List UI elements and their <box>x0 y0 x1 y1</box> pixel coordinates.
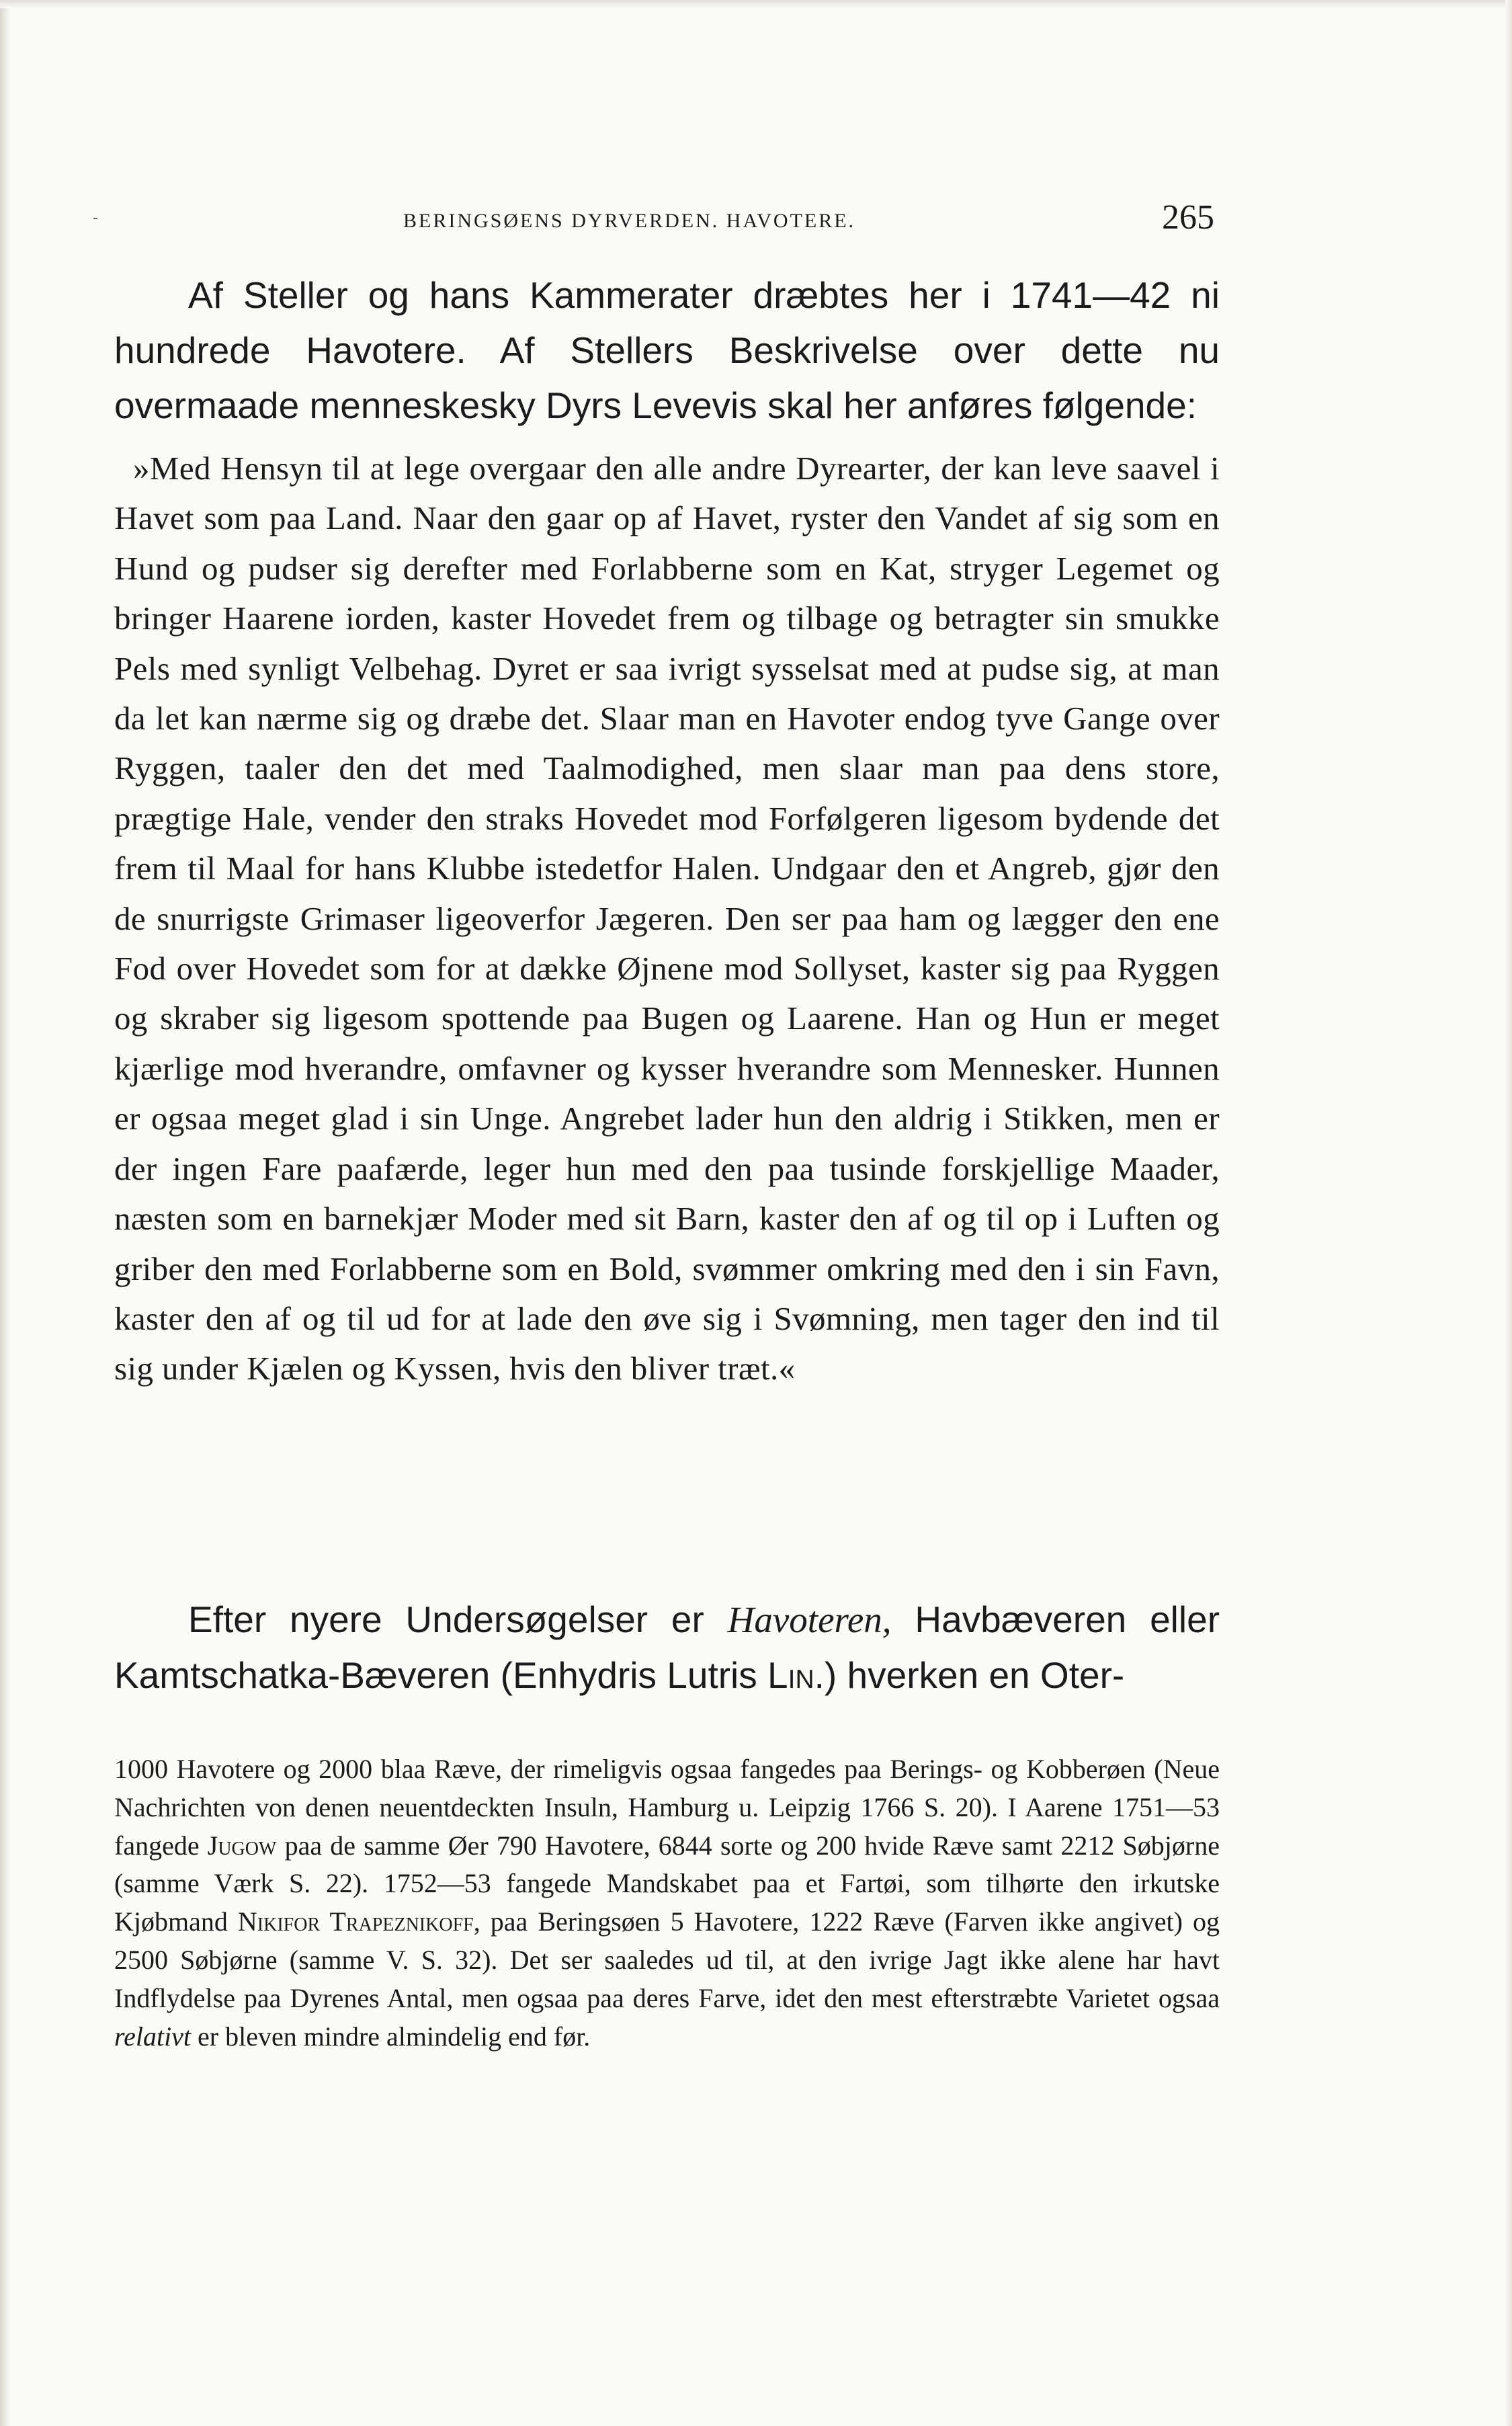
steller-quote <box>114 444 1220 1394</box>
page-number: 265 <box>1162 198 1214 237</box>
page-edge-top <box>0 0 1512 8</box>
intro-paragraph <box>114 268 1220 433</box>
footnote-italic: relativt <box>114 2021 192 2052</box>
page-edge-right <box>1505 0 1512 2426</box>
following-text-smallcaps: Lin. <box>767 1654 825 1696</box>
footnote-name-trapeznikoff: Nikifor Trapeznikoff <box>237 1906 474 1937</box>
quote-text: »Med Hensyn til at lege overgaar den alle andre Dyrearter, der kan leve saavel i Havet som paa Land. Naar den gaar op af Havet, ryster den Vandet af sig som en Hund og pudser sig derefter med Forlabberne som en Kat, stryger Legemet og bringer Haarene iorden, kaster Hovedet frem og tilbage og betragter sin smukke Pels med synligt Velbehag. Dyret er saa ivrigt sysselsat med at pudse sig, at man da let kan nærme sig og dræbe det. Slaar man en Havoter endog tyve Gange over Ryggen, taaler den det med Taalmodighed, men slaar man paa dens store, prægtige Hale, vender den straks Hovedet mod Forfølgeren ligesom bydende det frem til Maal for hans Klubbe istedetfor Halen. Undgaar den et Angreb, gjør den de snurrigste Grimaser ligeoverfor Jægeren. Den ser paa ham og lægger den ene Fod over Hovedet som for at dække Øjnene mod Sollyset, kaster sig paa Ryggen og skraber sig ligesom spottende paa Bugen og Laarene. Han og Hun er meget kjærlige mod hverandre, omfavner og kysser hverandre som Mennesker. Hunnen er ogsaa meget glad i sin Unge. Angrebet lader hun den aldrig i Stikken, men er der ingen Fare paafærde, leger hun med den paa tusinde forskjellige Maader, næsten som en barnekjær Moder med sit Barn, kaster den af og til op i Luften og griber den med Forlabberne som en Bold, svømmer omkring med den i sin Favn, kaster den af og til ud for at lade den øve sig i Svømning, men tager den ind til sig under Kjælen og Kyssen, hvis den bliver træt.« <box>114 450 1220 1387</box>
footnote-part-4: er bleven mindre almindelig end før. <box>191 2021 591 2052</box>
footnote-part-1: 1000 Havotere og 2000 blaa Ræve, der rimeligvis ogsaa fangedes paa Berings- og Kobberøen (Neue Nachrichten von denen neuentdeckten Insuln, Hamburg u. Leipzig 1766 S. 20). I Aarene 1751—53 fangede <box>114 1754 1220 1861</box>
page-header <box>93 195 1220 249</box>
following-paragraph <box>114 1592 1220 1703</box>
footnote-part-2: paa de samme Øer 790 Havotere, 6844 sorte og 200 hvide Ræve samt 2212 Søbjørne (samme Værk S. 22). 1752—53 fangede Mandskabet paa et Fartøi, som tilhørte den irkutske Kjøbmand <box>114 1830 1220 1937</box>
footnote-name-jugow: Jugow <box>207 1830 277 1861</box>
following-text-middle: Havbæveren eller Kamtschatka-Bæveren (Enhydris Lutris <box>114 1599 1220 1696</box>
footnote <box>114 1750 1220 2056</box>
intro-text: Af Steller og hans Kammerater dræbtes her i 1741—42 ni hundrede Havotere. Af Stellers Beskrivelse over dette nu overmaade menneskesky Dyrs Levevis skal her anføres følgende: <box>114 274 1220 426</box>
following-text-start: Efter nyere Undersøgelser er <box>188 1599 728 1640</box>
following-text-italic: Havoteren, <box>727 1599 892 1640</box>
footnote-text <box>114 1750 1220 2056</box>
header-mark: - <box>93 210 98 227</box>
footnote-part-3: , paa Beringsøen 5 Havotere, 1222 Ræve (Farven ikke angivet) og 2500 Søbjørne (samme V. S. 32). Det ser saaledes ud til, at den ivrige Jagt ikke alene har havt Indflydelse paa Dyrenes Antal, men ogsaa paa deres Farve, idet den mest efterstræbte Varietet ogsaa <box>114 1906 1220 2013</box>
following-text-end: ) hverken en Oter- <box>824 1654 1125 1696</box>
page-edge-left <box>0 0 11 2426</box>
following-text <box>114 1592 1220 1703</box>
running-head: BERINGSØENS DYRVERDEN. HAVOTERE. <box>403 210 856 232</box>
